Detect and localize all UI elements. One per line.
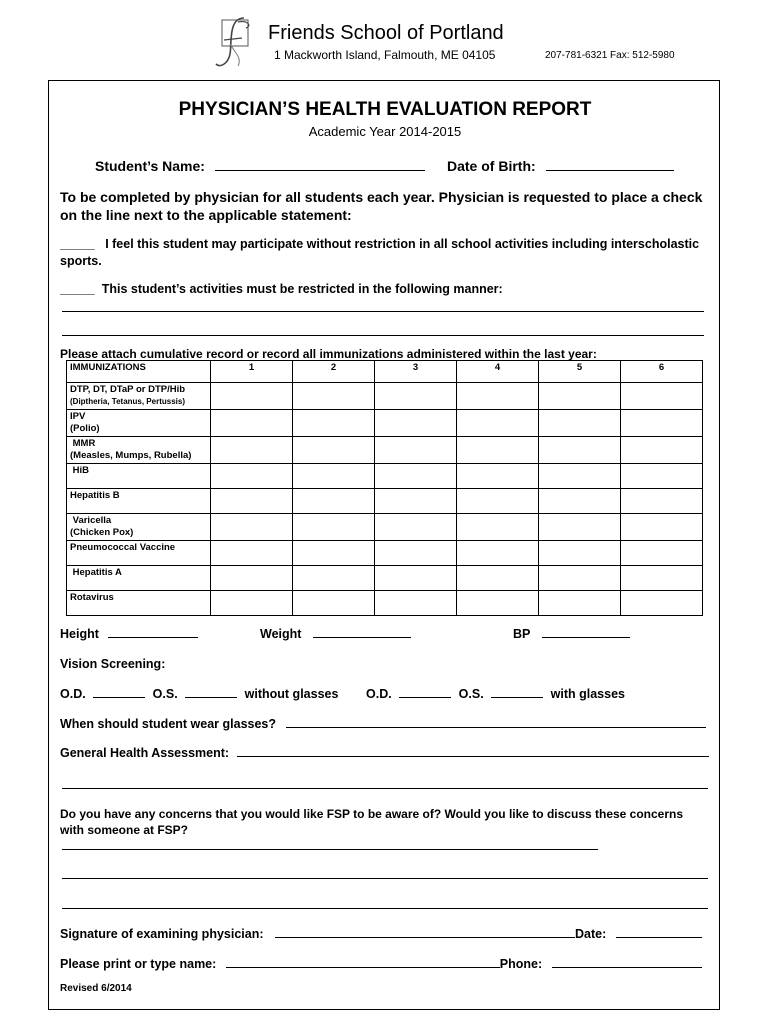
dob-row: [447, 158, 674, 174]
dose-cell[interactable]: [539, 464, 621, 489]
dose-cell[interactable]: [293, 541, 375, 566]
od-without-field[interactable]: [93, 687, 145, 698]
dose-cell[interactable]: [375, 437, 457, 464]
glasses-question-label: When should student wear glasses?: [60, 717, 277, 731]
signature-field[interactable]: [275, 927, 575, 938]
vaccine-subtitle: (Chicken Pox): [70, 527, 134, 538]
dose-cell[interactable]: [293, 514, 375, 541]
signature-row: [60, 927, 702, 941]
dose-cell[interactable]: [211, 410, 293, 437]
vaccine-subtitle: (Polio): [70, 423, 100, 434]
form-title: PHYSICIAN’S HEALTH EVALUATION REPORT: [178, 99, 592, 120]
general-health-line-2[interactable]: [62, 788, 708, 789]
dose-cell[interactable]: [457, 489, 539, 514]
school-name: Friends School of Portland: [268, 22, 504, 44]
dose-cell[interactable]: [621, 410, 703, 437]
school-logo-icon: [208, 14, 264, 70]
glasses-question-row: [60, 717, 706, 731]
option-no-restriction-text: I feel this student may participate without restriction in all school activities including interscholastic sports.: [60, 237, 700, 268]
dose-cell[interactable]: [457, 410, 539, 437]
dose-cell[interactable]: [539, 541, 621, 566]
option-restricted-text: This student’s activities must be restricted in the following manner:: [101, 282, 503, 296]
os-label-1: O.S.: [152, 687, 178, 701]
vaccine-name-cell: [67, 514, 211, 541]
vision-with-glasses-row: [366, 687, 625, 701]
option-restricted: [60, 282, 720, 296]
dose-cell[interactable]: [539, 591, 621, 616]
sign-date-label: Date:: [575, 927, 607, 941]
vaccine-name: Hepatitis A: [70, 567, 122, 578]
immunization-row: [67, 489, 703, 514]
dose-cell[interactable]: [621, 489, 703, 514]
height-field[interactable]: [108, 627, 198, 638]
immunization-table: [66, 360, 703, 616]
bp-label: BP: [513, 627, 531, 641]
revised-date: Revised 6/2014: [60, 983, 132, 994]
immunization-row: [67, 410, 703, 437]
dose-cell[interactable]: [211, 541, 293, 566]
dose-cell[interactable]: [621, 437, 703, 464]
dose-cell[interactable]: [457, 566, 539, 591]
dose-cell[interactable]: [621, 383, 703, 410]
general-health-row: General Health Assessment:: [60, 746, 709, 760]
dose-cell[interactable]: [211, 383, 293, 410]
height-row: [60, 627, 198, 641]
vaccine-name-cell: [67, 489, 211, 514]
dose-cell[interactable]: [539, 383, 621, 410]
dose-cell[interactable]: [621, 591, 703, 616]
signature-label: Signature of examining physician:: [60, 927, 264, 941]
option-no-restriction-check[interactable]: _____: [60, 237, 95, 251]
dose-cell[interactable]: [293, 410, 375, 437]
student-name-field[interactable]: [215, 159, 425, 171]
with-glasses-label: with glasses: [550, 687, 625, 701]
dose-cell[interactable]: [293, 489, 375, 514]
vaccine-name-cell: [67, 410, 211, 437]
academic-year: Academic Year 2014-2015: [308, 124, 462, 139]
dose-cell[interactable]: [621, 566, 703, 591]
od-label-1: O.D.: [60, 687, 86, 701]
od-label-2: O.D.: [366, 687, 392, 701]
dose-cell[interactable]: [457, 464, 539, 489]
weight-field[interactable]: [313, 627, 411, 638]
option-no-restriction: [60, 236, 720, 270]
without-glasses-label: without glasses: [244, 687, 339, 701]
student-name-row: [95, 158, 425, 174]
concerns-line-2[interactable]: [62, 878, 708, 879]
vaccine-name-cell: [67, 383, 211, 410]
letterhead: [0, 0, 770, 80]
dose-cell[interactable]: [539, 566, 621, 591]
immunization-row: [67, 591, 703, 616]
school-phone-fax: 207-781-6321 Fax: 512-5980: [545, 50, 675, 61]
dose-col-3: 3: [375, 361, 457, 383]
dose-cell[interactable]: [375, 591, 457, 616]
vaccine-name-cell: [67, 437, 211, 464]
os-with-field[interactable]: [491, 687, 543, 698]
weight-label: Weight: [260, 627, 302, 641]
dose-cell[interactable]: [375, 383, 457, 410]
dose-cell[interactable]: [211, 566, 293, 591]
sign-date-field[interactable]: [616, 927, 702, 938]
vaccine-name: IPV: [70, 411, 86, 422]
height-label: Height: [60, 627, 99, 641]
vaccine-name: DTP, DT, DTaP or DTP/Hib: [70, 384, 186, 395]
glasses-question-field[interactable]: [286, 717, 706, 728]
dose-cell[interactable]: [457, 437, 539, 464]
concerns-line-3[interactable]: [62, 908, 708, 909]
dose-cell[interactable]: [375, 464, 457, 489]
dose-cell[interactable]: [539, 489, 621, 514]
immunization-row: [67, 437, 703, 464]
dose-cell[interactable]: [539, 410, 621, 437]
dose-cell[interactable]: [293, 566, 375, 591]
dose-cell[interactable]: [375, 566, 457, 591]
concerns-question: Do you have any concerns that you would like FSP to be aware of? Would you like to discuss these concerns with someone at FSP?: [60, 807, 684, 837]
vaccine-name-cell: [67, 591, 211, 616]
instructions: To be completed by physician for all students each year. Physician is requested to place a check on the line next to the applicable statement:: [60, 189, 703, 223]
dose-cell[interactable]: [293, 591, 375, 616]
dose-cell[interactable]: [621, 464, 703, 489]
dose-cell[interactable]: [457, 514, 539, 541]
school-address: 1 Mackworth Island, Falmouth, ME 04105: [274, 48, 496, 62]
phone-label: Phone:: [499, 957, 543, 971]
dose-cell[interactable]: [211, 591, 293, 616]
dob-label: Date of Birth:: [447, 158, 536, 174]
dose-col-6: 6: [621, 361, 703, 383]
immunization-row: [67, 541, 703, 566]
dose-cell[interactable]: [375, 410, 457, 437]
bp-field[interactable]: [542, 627, 630, 638]
student-name-label: Student’s Name:: [95, 158, 205, 174]
dose-cell[interactable]: [375, 514, 457, 541]
dose-cell[interactable]: [457, 541, 539, 566]
immunization-row: [67, 464, 703, 489]
vaccine-name: Rotavirus: [70, 592, 114, 603]
attach-note: Please attach cumulative record or record all immunizations administered within the last year:: [60, 347, 597, 361]
print-name-row: [60, 957, 702, 971]
general-health-field[interactable]: [237, 746, 709, 757]
print-name-field[interactable]: [226, 957, 500, 968]
dose-cell[interactable]: [457, 383, 539, 410]
dose-cell[interactable]: [621, 514, 703, 541]
dose-col-5: 5: [539, 361, 621, 383]
immunizations-header: IMMUNIZATIONS: [67, 361, 211, 383]
vaccine-name: Hepatitis B: [70, 490, 120, 501]
dose-cell[interactable]: [375, 541, 457, 566]
dose-cell[interactable]: [211, 489, 293, 514]
dose-cell[interactable]: [293, 437, 375, 464]
phone-field[interactable]: [552, 957, 702, 968]
vaccine-name-cell: [67, 541, 211, 566]
dose-col-2: 2: [293, 361, 375, 383]
os-without-field[interactable]: [185, 687, 237, 698]
dose-cell[interactable]: [539, 437, 621, 464]
weight-row: [260, 627, 411, 641]
vaccine-name: Pneumococcal Vaccine: [70, 542, 176, 553]
od-with-field[interactable]: [399, 687, 451, 698]
dose-cell[interactable]: [211, 437, 293, 464]
print-name-label: Please print or type name:: [60, 957, 217, 971]
immunization-row: [67, 383, 703, 410]
dose-cell[interactable]: [293, 464, 375, 489]
dose-cell[interactable]: [293, 383, 375, 410]
vaccine-name: HiB: [70, 465, 89, 476]
vision-without-glasses-row: [60, 687, 338, 701]
dose-cell[interactable]: [621, 541, 703, 566]
general-health-label: General Health Assessment: [60, 746, 225, 760]
dose-cell[interactable]: [211, 464, 293, 489]
restriction-line-2[interactable]: [62, 335, 704, 336]
vaccine-name: MMR: [70, 438, 96, 449]
vaccine-subtitle: (Diptheria, Tetanus, Pertussis): [70, 397, 185, 406]
os-label-2: O.S.: [458, 687, 484, 701]
vaccine-name: Varicella: [70, 515, 112, 526]
restriction-line-1[interactable]: [62, 311, 704, 312]
vaccine-name-cell: [67, 566, 211, 591]
vision-title: Vision Screening:: [60, 657, 166, 671]
vaccine-subtitle: (Measles, Mumps, Rubella): [70, 450, 192, 461]
dose-cell[interactable]: [211, 514, 293, 541]
immunization-row: [67, 566, 703, 591]
vaccine-name-cell: [67, 464, 211, 489]
dose-cell[interactable]: [457, 591, 539, 616]
dose-cell[interactable]: [539, 514, 621, 541]
option-restricted-check[interactable]: _____: [60, 282, 95, 296]
dose-col-4: 4: [457, 361, 539, 383]
dose-col-1: 1: [211, 361, 293, 383]
dob-field[interactable]: [546, 159, 674, 171]
dose-cell[interactable]: [375, 489, 457, 514]
bp-row: [513, 627, 630, 641]
immunization-row: [67, 514, 703, 541]
concerns-line-1[interactable]: [62, 849, 598, 850]
